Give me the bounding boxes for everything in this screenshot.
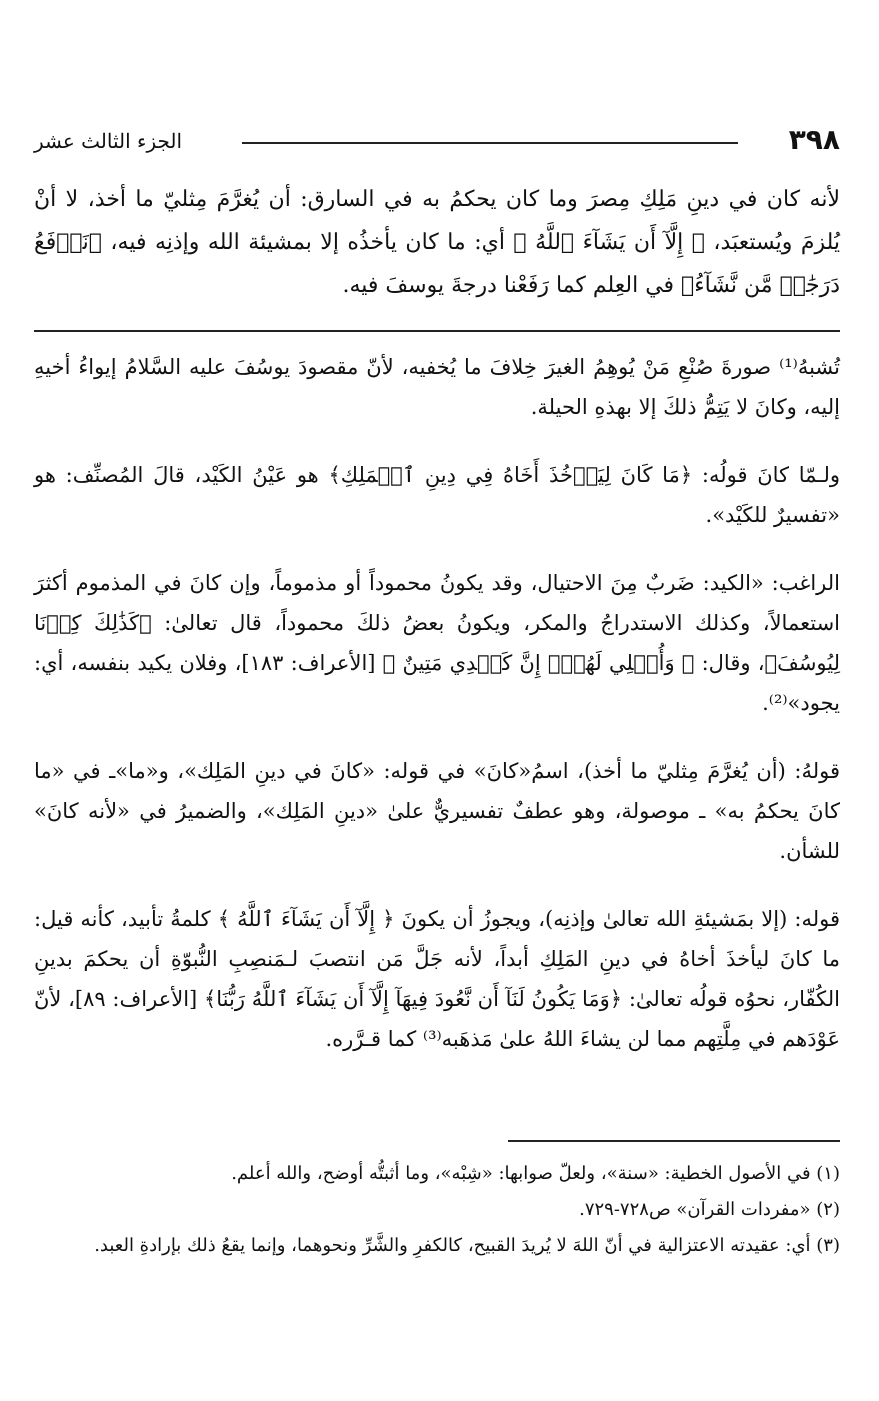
footnotes (34, 1156, 840, 1264)
main-text: لأنه كان في دينِ مَلِكِ مِصرَ وما كان يحكمُ به في السارق: أن يُغرَّمَ مِثليّ ما أخذ، لا أنْ يُلزمَ ويُستعبَد، ﴿ إِلَّآ أَن يَشَآءَ ٱللَّهُ ﴾ أي: ما كان يأخذُه إلا بمشيئة الله وإذنِه فيه، ﴿نَرۡفَعُ دَرَجَٰتٖ مَّن نَّشَآءُ﴾ في العِلم كما رَفَعْنا درجةَ يوسفَ فيه. (34, 187, 840, 298)
footnote-rule (508, 1140, 840, 1142)
page-header (34, 122, 840, 162)
main-text-rule (34, 330, 840, 332)
page-number: ٣٩٨ (788, 123, 840, 156)
header-rule (242, 142, 738, 144)
running-title: الجزء الثالث عشر (34, 129, 183, 153)
commentary-paragraph-4: قولهُ: (أن يُغرَّمَ مِثليّ ما أخذ)، اسمُ«كانَ» في قوله: «كانَ في دينِ المَلِك»، و«ما»ـ في «ما كانَ يحكمُ به» ـ موصولة، وهو عطفٌ تفسيريٌّ علىٰ «دينِ المَلِك»، والضميرُ في «لأنه كانَ» للشأن. (34, 759, 840, 863)
footnote-2: (٢) «مفردات القرآن» ص٧٢٨-٧٢٩. (579, 1199, 840, 1220)
commentary-paragraph-3: الراغب: «الكيد: ضَربٌ مِنَ الاحتيال، وقد يكونُ محموداً أو مذموماً، وإن كانَ في المذموم أكثرَ استعمالاً، وكذلك الاستدراجُ والمكر، ويكونُ بعضُ ذلكَ محموداً، قال تعالىٰ: ﴿كَذَٰلِكَ كِدۡنَا لِيُوسُفَ﴾، وقال: ﴿ وَأُمۡلِي لَهُمۡۚ إِنَّ كَيۡدِي مَتِينٌ ﴾ [الأعراف: ١٨٣]، وفلان يكيد بنفسه، أي: يجود»⁽²⁾. (34, 571, 841, 715)
footnote-1: (١) في الأصول الخطية: «سنة»، ولعلّ صوابها: «شِبْه»، وما أثبتُّه أوضح، والله أعلم. (231, 1163, 840, 1184)
commentary (34, 347, 840, 1087)
commentary-paragraph-1: تُشبهُ⁽¹⁾ صورةَ صُنْعِ مَنْ يُوهِمُ الغيرَ خِلافَ ما يُخفيه، لأنّ مقصودَ يوسُفَ عليه السَّلامُ إيواءُ أخيهِ إليه، وكانَ لا يَتِمُّ ذلكَ إلا بهذهِ الحيلة. (34, 355, 840, 419)
footnote-3: (٣) أي: عقيدته الاعتزالية في أنّ اللهَ لا يُريدَ القبيح، كالكفرِ والشَّرِّ ونحوهما، وإنما يقعُ ذلك بإرادةِ العبد. (94, 1235, 840, 1256)
commentary-paragraph-2: ولـمّا كانَ قولُه: ﴿مَا كَانَ لِيَأۡخُذَ أَخَاهُ فِي دِينِ ٱلۡمَلِكِ﴾ هو عَيْنُ الكَيْد، قالَ المُصنِّف: هو «تفسيرٌ للكَيْد». (34, 463, 840, 527)
commentary-paragraph-5: قوله: (إلا بمَشيئةِ الله تعالىٰ وإذنِه)، ويجوزُ أن يكونَ ﴿ إِلَّآ أَن يَشَآءَ ٱللَّهُ ﴾ كلمةُ تأبيد، كأنه قيل: ما كانَ ليأخذَ أخاهُ في دينِ المَلِكِ أبداً، لأنه جَلَّ مَن انتصبَ لـمَنصِبِ النُّبوّةِ أن يحكمَ بدينِ الكُفّار، نحوُه قولُه تعالىٰ: ﴿وَمَا يَكُونُ لَنَآ أَن نَّعُودَ فِيهَآ إِلَّآ أَن يَشَآءَ ٱللَّهُ رَبُّنَا﴾ [الأعراف: ٨٩]، لأنّ عَوْدَهم في مِلَّتِهم مما لن يشاءَ اللهُ علىٰ مَذهَبه⁽³⁾ كما قـرَّره. (34, 907, 840, 1051)
